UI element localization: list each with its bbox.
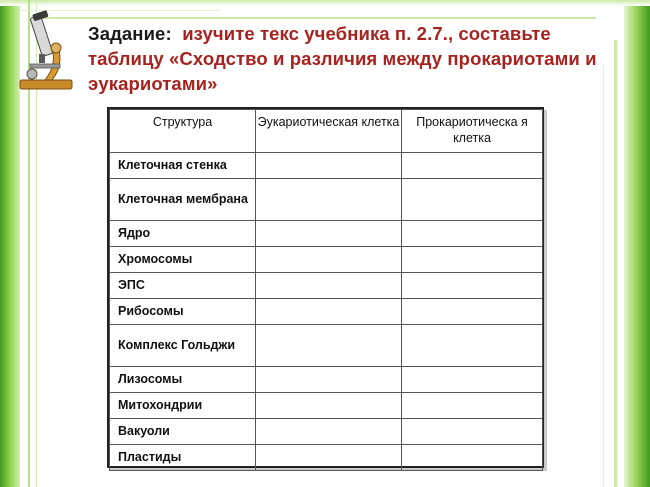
table-row — [110, 367, 543, 393]
cell-eukaryotic[interactable] — [256, 153, 402, 179]
row-label: Клеточная стенка — [110, 153, 256, 179]
row-label: Рибосомы — [110, 299, 256, 325]
row-label: Митохондрии — [110, 393, 256, 419]
cell-prokaryotic[interactable] — [402, 367, 543, 393]
decor-line — [603, 65, 604, 487]
cell-eukaryotic[interactable] — [256, 393, 402, 419]
microscope-icon — [12, 10, 78, 92]
row-label: Клеточная мембрана — [110, 179, 256, 221]
table-row — [110, 445, 543, 471]
table-row — [110, 221, 543, 247]
row-label: Комплекс Гольджи — [110, 325, 256, 367]
table-row — [110, 153, 543, 179]
row-label: ЭПС — [110, 273, 256, 299]
header-structure: Структура — [110, 110, 256, 153]
cell-prokaryotic[interactable] — [402, 325, 543, 367]
cell-eukaryotic[interactable] — [256, 419, 402, 445]
cell-prokaryotic[interactable] — [402, 273, 543, 299]
table-row — [110, 325, 543, 367]
title-task: изучите текс учебника п. 2.7., составьте таблицу «Сходство и различия между прокариотами и эукариотами» — [88, 23, 597, 94]
decor-line — [36, 17, 596, 19]
header-prokaryotic: Прокариотическа я клетка — [402, 110, 543, 153]
row-label: Хромосомы — [110, 247, 256, 273]
cell-eukaryotic[interactable] — [256, 299, 402, 325]
cell-prokaryotic[interactable] — [402, 247, 543, 273]
cell-prokaryotic[interactable] — [402, 393, 543, 419]
cell-prokaryotic[interactable] — [402, 221, 543, 247]
cell-eukaryotic[interactable] — [256, 325, 402, 367]
cell-prokaryotic[interactable] — [402, 445, 543, 471]
row-label: Пластиды — [110, 445, 256, 471]
cell-prokaryotic[interactable] — [402, 299, 543, 325]
comparison-table — [107, 107, 544, 468]
row-label: Вакуоли — [110, 419, 256, 445]
title-lead: Задание: — [88, 23, 172, 44]
top-green-fade — [0, 0, 650, 6]
cell-eukaryotic[interactable] — [256, 367, 402, 393]
table-row — [110, 179, 543, 221]
decor-line — [614, 40, 617, 487]
table-header-row — [110, 110, 543, 153]
table-row — [110, 273, 543, 299]
cell-eukaryotic[interactable] — [256, 273, 402, 299]
table-row — [110, 393, 543, 419]
cell-eukaryotic[interactable] — [256, 247, 402, 273]
cell-eukaryotic[interactable] — [256, 179, 402, 221]
table-row — [110, 299, 543, 325]
cell-prokaryotic[interactable] — [402, 179, 543, 221]
page-title — [88, 21, 628, 96]
table-row — [110, 247, 543, 273]
row-label: Лизосомы — [110, 367, 256, 393]
cell-prokaryotic[interactable] — [402, 153, 543, 179]
row-label: Ядро — [110, 221, 256, 247]
cell-prokaryotic[interactable] — [402, 419, 543, 445]
table-row — [110, 419, 543, 445]
header-eukaryotic: Эукариотическая клетка — [256, 110, 402, 153]
cell-eukaryotic[interactable] — [256, 445, 402, 471]
cell-eukaryotic[interactable] — [256, 221, 402, 247]
